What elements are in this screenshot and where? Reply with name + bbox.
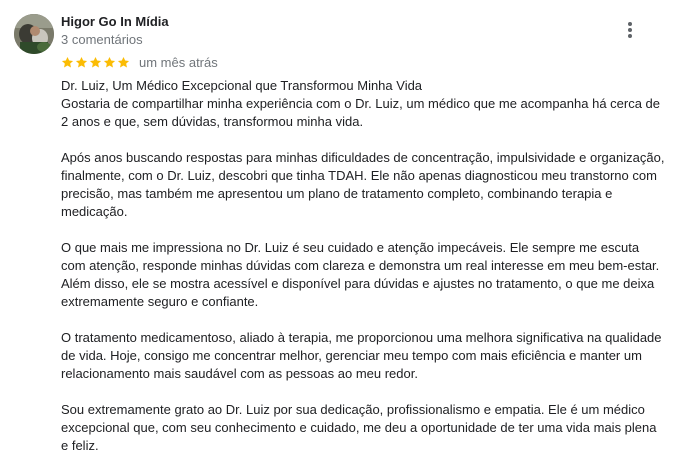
avatar-photo: [14, 14, 54, 54]
reviewer-name[interactable]: Higor Go In Mídia: [61, 14, 169, 29]
star-icon: [75, 56, 88, 69]
review-paragraph: Sou extremamente grato ao Dr. Luiz por sua dedicação, profissionalismo e empatia. Ele é um médico excepcional que, com seu conhecimento e cuidado, me deu a oportunidade de ter uma vida mais plena e feliz.: [61, 402, 657, 453]
more-options-button[interactable]: [618, 18, 642, 42]
star-icon: [61, 56, 74, 69]
review-paragraph: O que mais me impressiona no Dr. Luiz é seu cuidado e atenção impecáveis. Ele sempre me escuta com atenção, responde minhas dúvidas com clareza e demonstra um real interesse em meu bem-estar. Além disso, ele se mostra acessível e disponível para dúvidas e ajustes no tratamento, o que me deixa extremamente seguro e confiante.: [61, 240, 660, 309]
star-rating: [61, 56, 130, 69]
review-paragraph: O tratamento medicamentoso, aliado à terapia, me proporcionou uma melhora significativa na qualidade de vida. Hoje, consigo me concentrar melhor, gerenciar meu tempo com mais eficiência e manter um relacionamento mais saudável com as pessoas ao meu redor.: [61, 330, 662, 381]
review-paragraph: Dr. Luiz, Um Médico Excepcional que Transformou Minha Vida Gostaria de compartilhar minha experiência com o Dr. Luiz, um médico que me acompanha há cerca de 2 anos e que, sem dúvidas, transformou minha vida.: [61, 78, 661, 129]
review-date: um mês atrás: [139, 54, 218, 70]
more-vert-icon: [627, 21, 633, 39]
review-paragraph: Após anos buscando respostas para minhas dificuldades de concentração, impulsividade e organização, finalmente, com o Dr. Luiz, descobri que tinha TDAH. Ele não apenas diagnosticou meu transtorno com precisão, mas também me apresentou um plano de tratamento completo, combinando terapia e medicação.: [61, 150, 665, 219]
star-icon: [103, 56, 116, 69]
star-icon: [117, 56, 130, 69]
avatar[interactable]: [14, 14, 54, 54]
rating-row: [61, 53, 218, 71]
star-icon: [89, 56, 102, 69]
reviewer-review-count: 3 comentários: [61, 32, 143, 47]
review-text: [61, 77, 667, 455]
